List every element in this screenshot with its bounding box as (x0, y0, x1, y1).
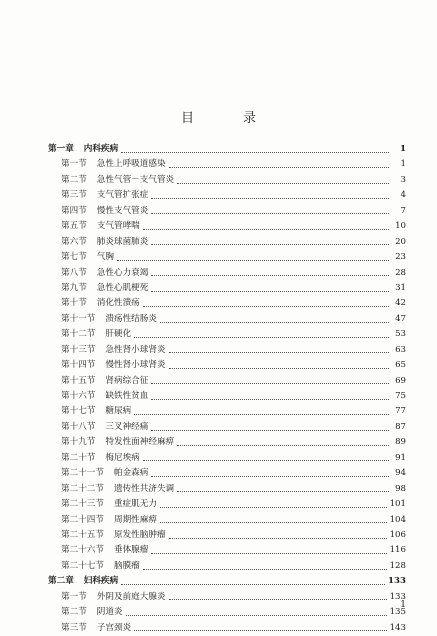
dot-leader (151, 290, 389, 292)
dot-leader (134, 413, 389, 415)
dot-leader (151, 429, 389, 431)
toc-entry-line (61, 266, 406, 281)
dot-leader (126, 614, 387, 616)
entry-page-number: 23 (395, 252, 406, 263)
entry-title: 支气管扩张症 (96, 190, 149, 201)
dot-leader (121, 583, 385, 585)
toc-section-entry (48, 188, 406, 203)
entry-title: 帕金森病 (113, 468, 149, 479)
entry-page-number: 31 (395, 282, 406, 293)
toc-entry-line (61, 482, 406, 497)
toc-entry-line (61, 188, 406, 203)
entry-title: 脑膜瘤 (113, 560, 140, 571)
entry-page-number: 42 (395, 298, 406, 309)
toc-entry-line (61, 451, 406, 466)
toc-entry-line (61, 605, 406, 620)
entry-page-number: 133 (388, 576, 406, 587)
entry-title: 支气管哮喘 (96, 221, 140, 232)
entry-number: 第十九节 (61, 437, 96, 448)
toc-section-entry (48, 404, 406, 419)
toc-section-entry (48, 173, 406, 188)
entry-title: 气胸 (96, 252, 114, 263)
toc-section-entry (48, 204, 406, 219)
entry-page-number: 53 (395, 329, 406, 340)
dot-leader (160, 506, 387, 508)
toc-section-entry (48, 327, 406, 342)
dot-leader (151, 398, 389, 400)
toc-section-entry (48, 235, 406, 250)
dot-leader (143, 459, 389, 461)
entry-title: 肝硬化 (105, 329, 132, 340)
toc-entry-line (48, 142, 406, 157)
page-title: 目 录 (180, 111, 274, 126)
toc-entry-line (61, 327, 406, 342)
toc-entry-line (48, 574, 406, 589)
dot-leader (177, 490, 389, 492)
entry-title: 急性肾小球肾炎 (105, 344, 166, 355)
toc-entry-line (61, 296, 406, 311)
dot-leader (177, 182, 389, 184)
entry-page-number: 133 (389, 591, 406, 602)
toc-section-entry (48, 559, 406, 574)
entry-page-number: 1 (400, 144, 406, 154)
entry-title: 糖尿病 (105, 406, 132, 417)
entry-page-number: 106 (389, 529, 406, 540)
entry-page-number: 91 (395, 452, 406, 463)
entry-number: 第九节 (61, 282, 87, 293)
entry-number: 第二十一节 (61, 468, 104, 479)
entry-page-number: 135 (389, 607, 406, 618)
toc-entry-line (61, 358, 406, 373)
entry-title: 子宫颈炎 (96, 622, 132, 633)
toc-entry-line (61, 219, 406, 234)
entry-number: 第十六节 (61, 391, 96, 401)
entry-number: 第二章 (48, 576, 74, 587)
toc-entry-line (61, 528, 406, 543)
toc-section-entry (48, 420, 406, 435)
entry-title: 外阴及前庭大腺炎 (96, 591, 166, 602)
toc-section-entry (48, 219, 406, 234)
toc-entry-line (61, 435, 406, 450)
entry-page-number: 20 (395, 236, 406, 247)
dot-leader (151, 475, 389, 477)
toc-section-entry (48, 621, 406, 636)
entry-number: 第三节 (61, 622, 87, 633)
entry-number: 第二十节 (61, 452, 96, 463)
entry-title: 溃疡性结肠炎 (105, 313, 157, 324)
entry-page-number: 77 (395, 406, 406, 417)
toc-entry-line (61, 173, 406, 188)
entry-page-number: 143 (389, 622, 406, 633)
toc-section-entry (48, 466, 406, 481)
entry-page-number: 75 (395, 391, 406, 401)
toc-section-entry (48, 343, 406, 358)
toc-entry-line (61, 420, 406, 435)
dot-leader (151, 552, 386, 554)
entry-page-number: 128 (389, 560, 406, 571)
entry-number: 第四节 (61, 205, 87, 216)
entry-title: 垂体腺瘤 (113, 545, 149, 556)
dot-leader (169, 598, 387, 600)
entry-title: 梅尼埃病 (105, 452, 140, 463)
toc-section-entry (48, 543, 406, 558)
toc-section-entry (48, 482, 406, 497)
dot-leader (160, 521, 387, 523)
entry-number: 第二节 (61, 607, 87, 618)
entry-title: 内科疾病 (83, 144, 119, 154)
entry-number: 第一节 (61, 591, 87, 602)
entry-title: 缺铁性贫血 (105, 391, 149, 401)
toc-entry-line (61, 497, 406, 512)
entry-number: 第十七节 (61, 406, 96, 417)
entry-number: 第十八节 (61, 421, 96, 432)
toc-section-entry (48, 389, 406, 404)
toc-section-entry (48, 281, 406, 296)
toc-section-entry (48, 513, 406, 528)
entry-number: 第六节 (61, 236, 87, 247)
entry-number: 第二十六节 (61, 545, 104, 556)
entry-title: 消化性溃疡 (96, 298, 140, 309)
entry-title: 特发性面神经麻痹 (105, 437, 175, 448)
entry-number: 第三节 (61, 190, 87, 201)
toc-entry-line (61, 281, 406, 296)
dot-leader (143, 568, 387, 570)
entry-page-number: 1 (400, 159, 406, 170)
entry-title: 妇科疾病 (83, 576, 119, 587)
toc-entry-line (61, 404, 406, 419)
dot-leader (151, 197, 389, 199)
toc-section-entry (48, 590, 406, 605)
entry-title: 肺炎球菌肺炎 (96, 236, 149, 247)
toc-section-entry (48, 497, 406, 512)
dot-leader (143, 228, 389, 230)
entry-title: 周期性麻痹 (113, 514, 157, 525)
dot-leader (160, 321, 389, 323)
entry-page-number: 101 (389, 499, 406, 510)
entry-number: 第二节 (61, 174, 87, 185)
dot-leader (169, 367, 389, 369)
entry-title: 遗传性共济失调 (113, 483, 175, 494)
entry-page-number: 89 (395, 437, 406, 448)
toc-section-entry (48, 605, 406, 620)
entry-page-number: 10 (395, 221, 406, 232)
toc-entry-line (61, 513, 406, 528)
entry-number: 第一节 (61, 159, 87, 170)
toc-entry-line (61, 312, 406, 327)
entry-number: 第七节 (61, 252, 87, 263)
toc-entry-line (61, 543, 406, 558)
toc-chapter-entry (48, 142, 406, 157)
toc-entry-line (61, 250, 406, 265)
toc-section-entry (48, 312, 406, 327)
entry-page-number: 63 (395, 344, 406, 355)
dot-leader (177, 444, 389, 446)
entry-number: 第二十四节 (61, 514, 104, 525)
dot-leader (169, 537, 387, 539)
entry-title: 原发性脑肿瘤 (113, 529, 166, 540)
entry-title: 慢性支气管炎 (96, 205, 149, 216)
toc-entry-line (61, 389, 406, 404)
toc-section-entry (48, 374, 406, 389)
entry-page-number: 3 (400, 174, 406, 185)
entry-number: 第二十七节 (61, 560, 104, 571)
dot-leader (151, 274, 389, 276)
entry-number: 第十五节 (61, 375, 96, 386)
dot-leader (117, 259, 389, 261)
dot-leader (143, 305, 389, 307)
dot-leader (151, 243, 389, 245)
page-number: 1 (400, 600, 406, 610)
dot-leader (121, 151, 389, 153)
toc-section-entry (48, 296, 406, 311)
entry-number: 第十二节 (61, 329, 96, 340)
entry-page-number: 4 (400, 190, 406, 201)
entry-page-number: 69 (395, 375, 406, 386)
dot-leader (169, 166, 389, 168)
toc-entry-line (61, 466, 406, 481)
entry-page-number: 47 (395, 313, 406, 324)
toc-entry-line (61, 204, 406, 219)
entry-number: 第十四节 (61, 360, 96, 371)
toc-entry-line (61, 590, 406, 605)
toc-entry-line (61, 374, 406, 389)
entry-number: 第八节 (61, 267, 87, 278)
entry-title: 急性心力衰竭 (96, 267, 149, 278)
table-of-contents (48, 142, 406, 636)
dot-leader (134, 336, 389, 338)
entry-page-number: 87 (395, 421, 406, 432)
entry-page-number: 28 (395, 267, 406, 278)
entry-page-number: 94 (395, 468, 406, 479)
toc-section-entry (48, 250, 406, 265)
toc-section-entry (48, 528, 406, 543)
entry-page-number: 65 (395, 360, 406, 371)
entry-number: 第一章 (48, 144, 74, 154)
entry-title: 肾病综合征 (105, 375, 149, 386)
entry-number: 第五节 (61, 221, 87, 232)
entry-page-number: 98 (395, 483, 406, 494)
entry-page-number: 7 (400, 205, 406, 216)
entry-number: 第二十三节 (61, 499, 104, 510)
toc-entry-line (61, 559, 406, 574)
entry-page-number: 116 (389, 545, 406, 556)
toc-entry-line (61, 343, 406, 358)
entry-number: 第二十二节 (61, 483, 104, 494)
entry-page-number: 104 (389, 514, 406, 525)
entry-title: 急性上呼吸道感染 (96, 159, 166, 170)
dot-leader (151, 212, 389, 214)
entry-title: 重症肌无力 (113, 499, 157, 510)
toc-section-entry (48, 451, 406, 466)
entry-number: 第十节 (61, 298, 87, 309)
entry-title: 三叉神经痛 (105, 421, 149, 432)
toc-chapter-entry (48, 574, 406, 589)
entry-number: 第二十五节 (61, 529, 104, 540)
dot-leader (134, 629, 386, 631)
entry-title: 阴道炎 (96, 607, 123, 618)
toc-section-entry (48, 157, 406, 172)
dot-leader (169, 351, 389, 353)
toc-section-entry (48, 435, 406, 450)
toc-entry-line (61, 621, 406, 636)
entry-title: 急性气管－支气管炎 (96, 174, 175, 185)
toc-section-entry (48, 358, 406, 373)
toc-entry-line (61, 157, 406, 172)
toc-entry-line (61, 235, 406, 250)
entry-title: 慢性肾小球肾炎 (105, 360, 166, 371)
toc-section-entry (48, 266, 406, 281)
entry-title: 急性心肌梗死 (96, 282, 149, 293)
entry-number: 第十三节 (61, 344, 96, 355)
dot-leader (151, 382, 389, 384)
entry-number: 第十一节 (61, 313, 96, 324)
